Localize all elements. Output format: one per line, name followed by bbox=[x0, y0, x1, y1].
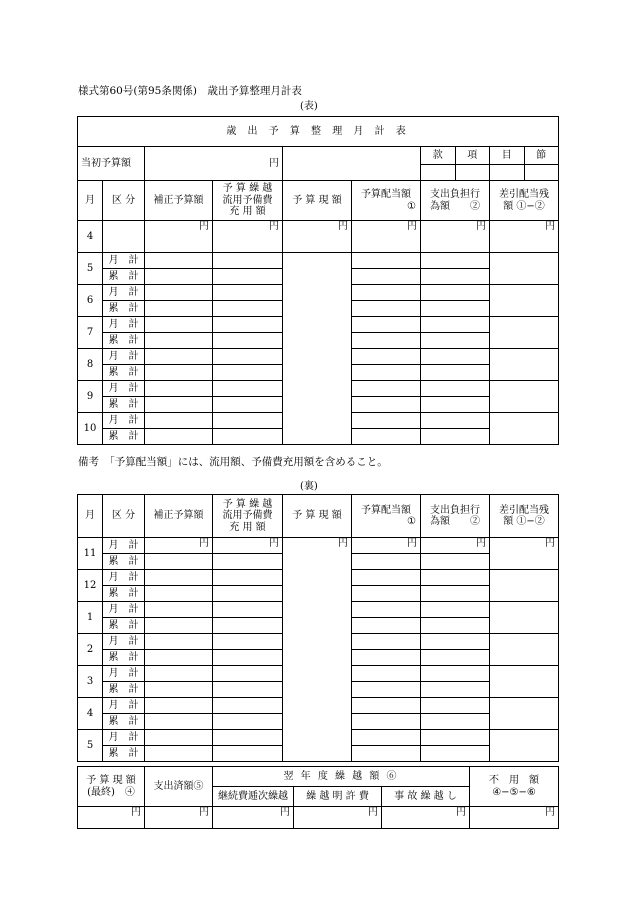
col-kurikoshi: 予 算 繰 越 流用予備費 充 用 額 bbox=[213, 181, 283, 221]
col-month: 月 bbox=[78, 181, 103, 221]
kubun-cell: 累 計 bbox=[103, 301, 145, 317]
form-label: 様式第60号(第95条関係) 歳出予算整理月計表 bbox=[78, 85, 302, 97]
kubun-cell: 月 計 bbox=[103, 538, 145, 554]
kubun-cell: 累 計 bbox=[103, 365, 145, 381]
month-cell: 12 bbox=[78, 570, 103, 602]
hosei-cell bbox=[145, 397, 213, 413]
kurikoshi-cell bbox=[213, 698, 283, 714]
kurikoshi-cell bbox=[213, 586, 283, 602]
kurikoshi-cell bbox=[213, 333, 283, 349]
kubun-cell: 累 計 bbox=[103, 397, 145, 413]
back-col-shishutsu: 支出負担行 為額 ② bbox=[421, 495, 490, 538]
kan-kou-cell bbox=[421, 147, 490, 165]
summary-yen: 円 bbox=[78, 807, 145, 829]
haito-cell bbox=[352, 682, 421, 698]
kurikoshi-cell bbox=[213, 269, 283, 285]
haito-cell bbox=[352, 253, 421, 269]
kubun-cell: 累 計 bbox=[103, 269, 145, 285]
sashihiki-yen: 円 bbox=[490, 221, 559, 253]
kurikoshi-cell bbox=[213, 429, 283, 445]
haito-cell bbox=[352, 317, 421, 333]
hosei-cell bbox=[145, 602, 213, 618]
haito-cell bbox=[352, 301, 421, 317]
kurikoshi-cell: 円 bbox=[213, 538, 283, 554]
hosei-cell bbox=[145, 413, 213, 429]
kurikoshi-cell bbox=[213, 714, 283, 730]
hosei-cell bbox=[145, 698, 213, 714]
shishutsu-cell bbox=[421, 666, 490, 682]
shishutsu-cell bbox=[421, 429, 490, 445]
col-hosei: 補正予算額 bbox=[145, 181, 213, 221]
kou-label: 項 bbox=[467, 150, 478, 161]
hosei-cell bbox=[145, 333, 213, 349]
shishutsu-cell bbox=[421, 634, 490, 650]
back-col-hosei: 補正予算額 bbox=[145, 495, 213, 538]
sashihiki-cell bbox=[490, 602, 559, 634]
front-title: 歳 出 予 算 整 理 月 計 表 bbox=[78, 117, 559, 147]
meikyo-label: 繰 越 明 許 費 bbox=[294, 787, 382, 807]
kubun-cell: 累 計 bbox=[103, 429, 145, 445]
kubun-cell: 累 計 bbox=[103, 333, 145, 349]
month-cell: 11 bbox=[78, 538, 103, 570]
col-kubun: 区 分 bbox=[103, 181, 145, 221]
hosei-cell bbox=[145, 285, 213, 301]
hosei-yen: 円 bbox=[145, 221, 213, 253]
summary-yen: 円 bbox=[294, 807, 382, 829]
month-cell: 9 bbox=[78, 381, 103, 413]
hosei-cell bbox=[145, 269, 213, 285]
haito-cell bbox=[352, 586, 421, 602]
genzai-final-label: 予 算 現 額 (最終) ④ bbox=[78, 767, 145, 807]
hosei-cell bbox=[145, 650, 213, 666]
shishutsu-cell bbox=[421, 381, 490, 397]
fuyou-label: 不 用 額 ④−⑤−⑥ bbox=[470, 767, 559, 807]
haito-cell bbox=[352, 698, 421, 714]
back-col-kubun: 区 分 bbox=[103, 495, 145, 538]
hosei-cell bbox=[145, 570, 213, 586]
shishutsu-cell bbox=[421, 285, 490, 301]
sashihiki-cell bbox=[490, 349, 559, 381]
kurikoshi-cell bbox=[213, 253, 283, 269]
hosei-cell bbox=[145, 365, 213, 381]
genzai-yen: 円 bbox=[283, 221, 352, 253]
sashihiki-cell bbox=[490, 570, 559, 602]
sashihiki-cell bbox=[490, 634, 559, 666]
kubun-cell: 累 計 bbox=[103, 714, 145, 730]
sashihiki-cell bbox=[490, 285, 559, 317]
kurikoshi-cell bbox=[213, 570, 283, 586]
haito-cell bbox=[352, 349, 421, 365]
col-sashihiki: 差引配当残 額 ①−② bbox=[490, 181, 559, 221]
haito-cell bbox=[352, 666, 421, 682]
haito-cell: 円 bbox=[352, 538, 421, 554]
col-shishutsu: 支出負担行 為額 ② bbox=[421, 181, 490, 221]
moku-label: 目 bbox=[490, 147, 525, 164]
month-cell: 5 bbox=[78, 253, 103, 285]
summary-table bbox=[77, 766, 559, 829]
haito-cell bbox=[352, 397, 421, 413]
kurikoshi-cell bbox=[213, 602, 283, 618]
kubun-cell: 月 計 bbox=[103, 349, 145, 365]
kurikoshi-cell bbox=[213, 682, 283, 698]
hosei-cell bbox=[145, 317, 213, 333]
month-cell: 4 bbox=[78, 698, 103, 730]
back-col-month: 月 bbox=[78, 495, 103, 538]
kurikoshi-cell bbox=[213, 365, 283, 381]
shishutsu-cell bbox=[421, 253, 490, 269]
shishutsu-cell bbox=[421, 349, 490, 365]
kurikoshi-cell bbox=[213, 413, 283, 429]
kurikoshi-cell bbox=[213, 554, 283, 570]
kubun-cell: 月 計 bbox=[103, 413, 145, 429]
kan-kou-value bbox=[421, 165, 490, 181]
shishutsu-cell bbox=[421, 714, 490, 730]
month-cell: 1 bbox=[78, 602, 103, 634]
haito-cell bbox=[352, 554, 421, 570]
sashihiki-cell: 円 bbox=[490, 538, 559, 570]
back-table bbox=[77, 494, 559, 762]
haito-cell bbox=[352, 570, 421, 586]
kubun-cell: 累 計 bbox=[103, 682, 145, 698]
genzai-cell bbox=[283, 253, 352, 445]
sashihiki-cell bbox=[490, 381, 559, 413]
sashihiki-cell bbox=[490, 666, 559, 698]
month-cell: 7 bbox=[78, 317, 103, 349]
kurikoshi-yen: 円 bbox=[213, 221, 283, 253]
haito-cell bbox=[352, 285, 421, 301]
shishutsu-cell bbox=[421, 618, 490, 634]
shishutsu-cell bbox=[421, 586, 490, 602]
kurikoshi-cell bbox=[213, 666, 283, 682]
initial-budget-label: 当初予算額 bbox=[78, 147, 145, 181]
front-table bbox=[77, 116, 559, 445]
shishutsu-cell bbox=[421, 602, 490, 618]
shishutsu-cell bbox=[421, 570, 490, 586]
haito-cell bbox=[352, 618, 421, 634]
hosei-cell: 円 bbox=[145, 538, 213, 554]
haito-cell bbox=[352, 413, 421, 429]
shishutsu-cell bbox=[421, 397, 490, 413]
sashihiki-cell bbox=[490, 317, 559, 349]
kurikoshi-cell bbox=[213, 634, 283, 650]
back-label: (裏) bbox=[300, 481, 318, 492]
haito-yen: 円 bbox=[352, 221, 421, 253]
shishutsu-cell bbox=[421, 269, 490, 285]
kubun-cell: 月 計 bbox=[103, 317, 145, 333]
shishutsu-yen: 円 bbox=[421, 221, 490, 253]
kubun-cell: 月 計 bbox=[103, 634, 145, 650]
shishutsu-cell bbox=[421, 413, 490, 429]
shishutsu-cell bbox=[421, 554, 490, 570]
haito-cell bbox=[352, 730, 421, 746]
hosei-cell bbox=[145, 349, 213, 365]
shishutsu-cell bbox=[421, 746, 490, 762]
back-col-haito: 予算配当額 ① bbox=[352, 495, 421, 538]
kubun-cell: 月 計 bbox=[103, 730, 145, 746]
shishutsu-cell bbox=[421, 365, 490, 381]
kurikoshi-cell bbox=[213, 301, 283, 317]
kubun-cell: 月 計 bbox=[103, 602, 145, 618]
keizoku-label: 継続費逓次繰越 bbox=[213, 787, 294, 807]
summary-yen: 円 bbox=[213, 807, 294, 829]
sashihiki-cell bbox=[490, 413, 559, 445]
back-col-sashihiki: 差引配当残 額 ①−② bbox=[490, 495, 559, 538]
kubun-cell: 累 計 bbox=[103, 746, 145, 762]
month-cell: 3 bbox=[78, 666, 103, 698]
shishutsu-cell bbox=[421, 698, 490, 714]
genzai-cell: 円 bbox=[283, 538, 352, 762]
kubun-cell: 月 計 bbox=[103, 666, 145, 682]
kubun-cell: 累 計 bbox=[103, 554, 145, 570]
hosei-cell bbox=[145, 618, 213, 634]
kubun-cell: 月 計 bbox=[103, 253, 145, 269]
month-cell: 10 bbox=[78, 413, 103, 445]
hosei-cell bbox=[145, 682, 213, 698]
sashihiki-cell bbox=[490, 730, 559, 762]
moku-setsu-value bbox=[490, 165, 559, 181]
haito-cell bbox=[352, 714, 421, 730]
kubun-cell: 月 計 bbox=[103, 381, 145, 397]
hosei-cell bbox=[145, 634, 213, 650]
haito-cell bbox=[352, 602, 421, 618]
haito-cell bbox=[352, 429, 421, 445]
shishutsu-cell bbox=[421, 650, 490, 666]
month-cell: 8 bbox=[78, 349, 103, 381]
remark: 備考 「予算配当額」には、流用額、予備費充用額を含めること。 bbox=[78, 456, 388, 468]
hosei-cell bbox=[145, 554, 213, 570]
col-genzai: 予 算 現 額 bbox=[283, 181, 352, 221]
kurikoshi-cell bbox=[213, 285, 283, 301]
blank-area bbox=[283, 147, 421, 181]
kurikoshi-cell bbox=[213, 746, 283, 762]
sashihiki-cell bbox=[490, 253, 559, 285]
kubun-cell bbox=[103, 221, 145, 253]
haito-cell bbox=[352, 634, 421, 650]
hosei-cell bbox=[145, 666, 213, 682]
initial-budget-value: 円 bbox=[145, 147, 283, 181]
month-cell: 2 bbox=[78, 634, 103, 666]
hosei-cell bbox=[145, 746, 213, 762]
shishutsu-cell bbox=[421, 301, 490, 317]
month-cell: 5 bbox=[78, 730, 103, 762]
kurikoshi-cell bbox=[213, 730, 283, 746]
kubun-cell: 月 計 bbox=[103, 570, 145, 586]
summary-yen: 円 bbox=[382, 807, 470, 829]
haito-cell bbox=[352, 650, 421, 666]
haito-cell bbox=[352, 746, 421, 762]
hosei-cell bbox=[145, 301, 213, 317]
haito-cell bbox=[352, 269, 421, 285]
summary-yen: 円 bbox=[145, 807, 213, 829]
kurikoshi-cell bbox=[213, 397, 283, 413]
yokunendo-label: 翌 年 度 繰 越 額 ⑥ bbox=[213, 767, 470, 787]
moku-setsu-cell bbox=[490, 147, 559, 165]
back-col-kurikoshi: 予 算 繰 越 流用予備費 充 用 額 bbox=[213, 495, 283, 538]
jiko-label: 事 故 繰 越 し bbox=[382, 787, 470, 807]
kurikoshi-cell bbox=[213, 349, 283, 365]
hosei-cell bbox=[145, 586, 213, 602]
front-label: (表) bbox=[300, 101, 318, 112]
haito-cell bbox=[352, 333, 421, 349]
kurikoshi-cell bbox=[213, 317, 283, 333]
month-cell: 6 bbox=[78, 285, 103, 317]
hosei-cell bbox=[145, 429, 213, 445]
haito-cell bbox=[352, 381, 421, 397]
summary-yen: 円 bbox=[470, 807, 559, 829]
kan-label: 款 bbox=[421, 147, 456, 164]
back-col-genzai: 予 算 現 額 bbox=[283, 495, 352, 538]
shishutsu-cell bbox=[421, 682, 490, 698]
month-cell: 4 bbox=[78, 221, 103, 253]
kurikoshi-cell bbox=[213, 650, 283, 666]
setsu-label: 節 bbox=[536, 150, 547, 161]
kurikoshi-cell bbox=[213, 381, 283, 397]
shishutsu-cell bbox=[421, 333, 490, 349]
hosei-cell bbox=[145, 253, 213, 269]
shishutsu-cell bbox=[421, 730, 490, 746]
haito-cell bbox=[352, 365, 421, 381]
kubun-cell: 累 計 bbox=[103, 586, 145, 602]
shishutsu-cell bbox=[421, 317, 490, 333]
sashihiki-cell bbox=[490, 698, 559, 730]
shishutsu-cell: 円 bbox=[421, 538, 490, 554]
kubun-cell: 月 計 bbox=[103, 285, 145, 301]
hosei-cell bbox=[145, 730, 213, 746]
shishutsu-zumi-label: 支出済額⑤ bbox=[145, 767, 213, 807]
kubun-cell: 月 計 bbox=[103, 698, 145, 714]
col-haito: 予算配当額 ① bbox=[352, 181, 421, 221]
kubun-cell: 累 計 bbox=[103, 650, 145, 666]
kubun-cell: 累 計 bbox=[103, 618, 145, 634]
kurikoshi-cell bbox=[213, 618, 283, 634]
hosei-cell bbox=[145, 381, 213, 397]
hosei-cell bbox=[145, 714, 213, 730]
